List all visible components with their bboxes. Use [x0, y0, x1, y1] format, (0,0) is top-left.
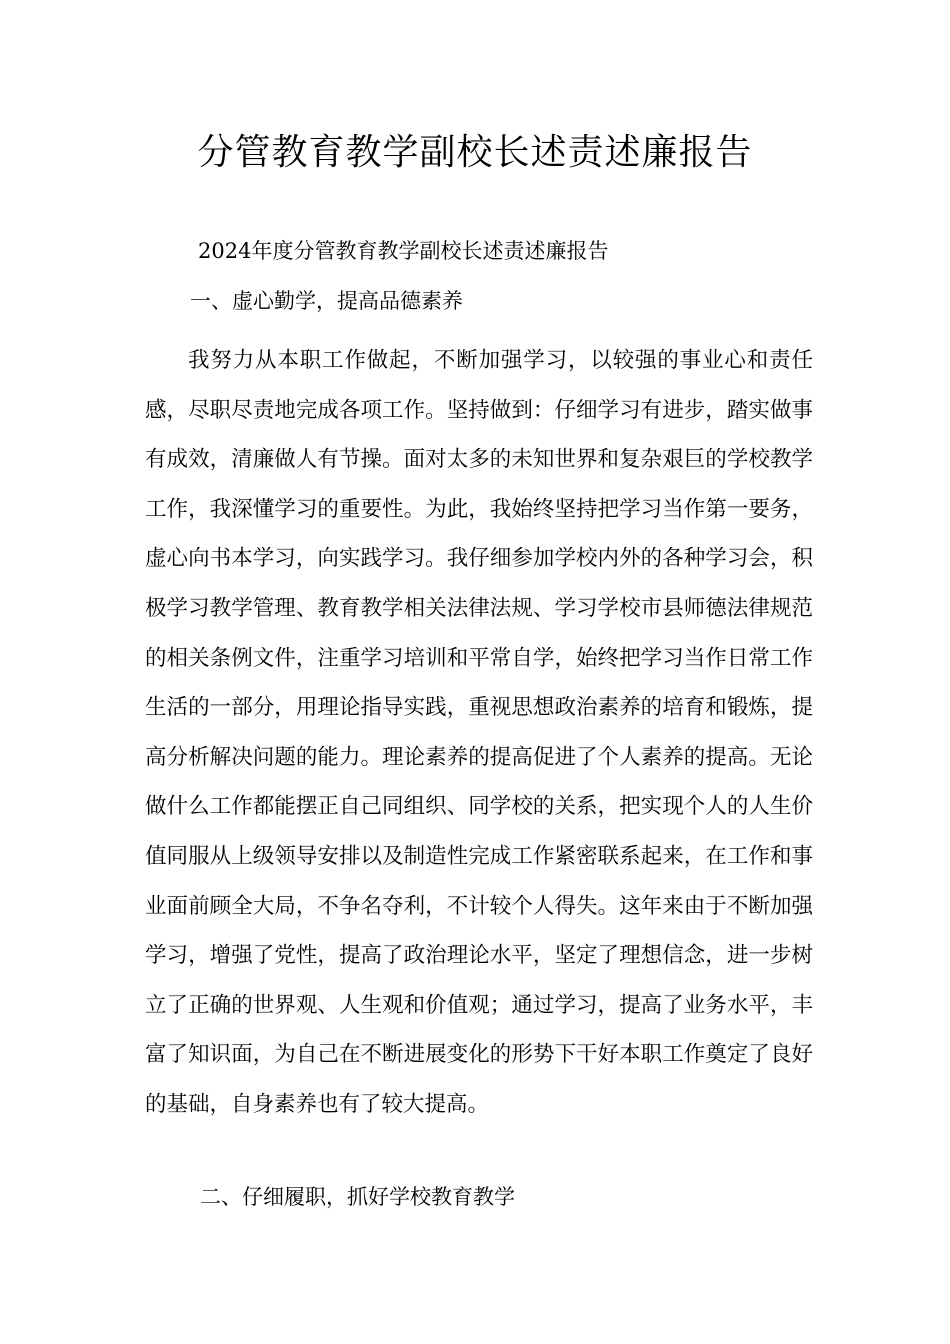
section-1-paragraph: 我努力从本职工作做起，不断加强学习，以较强的事业心和责任感，尽职尽责地完成各项工作。坚持做到：仔细学习有进步，踏实做事有成效，清廉做人有节操。面对太多的未知世界和复杂艰巨的学校教学工作，我深懂学习的重要性。为此，我始终坚持把学习当作第一要务，虚心向书本学习，向实践学习。我仔细参加学校内外的各种学习会，积极学习教学管理、教育教学相关法律法规、学习学校市县师德法律规范的相关条例文件，注重学习培训和平常自学，始终把学习当作日常工作生活的一部分，用理论指导实践，重视思想政治素养的培育和锻炼，提高分析解决问题的能力。理论素养的提高促进了个人素养的提高。无论做什么工作都能摆正自己同组织、同学校的关系，把实现个人的人生价值同服从上级领导安排以及制造性完成工作紧密联系起来，在工作和事业面前顾全大局，不争名夺利，不计较个人得失。这年来由于不断加强学习，增强了党性，提高了政治理论水平，坚定了理想信念，进一步树立了正确的世界观、人生观和价值观；通过学习，提高了业务水平，丰富了知识面，为自己在不断进展变化的形势下干好本职工作奠定了良好的基础，自身素养也有了较大提高。 — [145, 348, 813, 1117]
section-heading-1: 一、虚心勤学，提高品德素养 — [190, 289, 463, 313]
section-heading-2: 二、仔细履职，抓好学校教育教学 — [200, 1185, 515, 1209]
document-title: 分管教育教学副校长述责述廉报告 — [197, 132, 753, 173]
document-subtitle: 2024年度分管教育教学副校长述责述廉报告 — [198, 239, 609, 263]
